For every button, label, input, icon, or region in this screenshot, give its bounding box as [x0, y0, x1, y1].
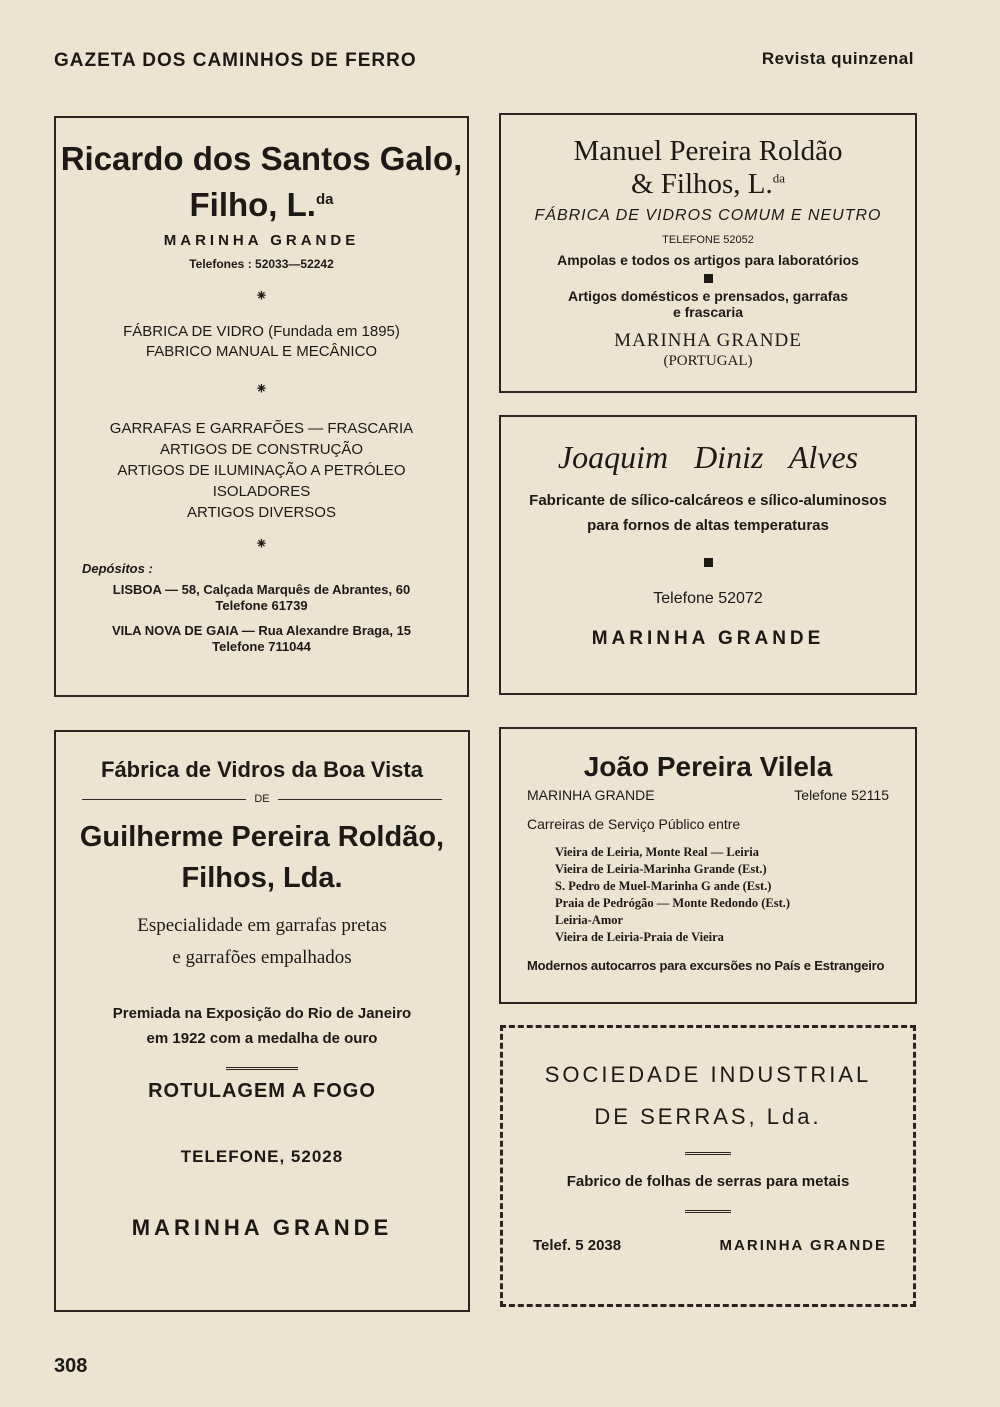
description-line: Fabricante de sílico-calcáreos e sílico-aluminosos — [529, 492, 887, 509]
deposit-address: LISBOA — 58, Calçada Marquês de Abrantes, 60 — [112, 582, 411, 597]
description-line: FÁBRICA DE VIDRO (Fundada em 1895) — [123, 323, 400, 340]
bullet — [501, 274, 915, 284]
star-divider: ⁕ — [254, 288, 269, 305]
location: MARINHA GRANDE — [131, 1215, 393, 1240]
company-name: DE SERRAS, Lda. — [594, 1104, 822, 1129]
phone: TELEFONE 52052 — [662, 234, 754, 246]
double-rule — [56, 1063, 468, 1070]
company-name: Filhos, Lda. — [181, 862, 343, 894]
product-item: ARTIGOS DE CONSTRUÇÃO — [159, 441, 364, 458]
phone: Telef. 5 2038 — [533, 1237, 622, 1254]
country: (PORTUGAL) — [663, 353, 753, 369]
company-suffix: da — [772, 170, 786, 186]
company-name-line2 — [56, 186, 467, 224]
product-line: Fabrico de folhas de serras para metais — [566, 1173, 850, 1190]
company-name: Joaquim Diniz Alves — [557, 439, 859, 475]
phone: TELEFONE, 52028 — [180, 1147, 344, 1166]
product-item: ISOLADORES — [212, 483, 311, 500]
company-name: Ricardo dos Santos Galo, — [60, 140, 463, 177]
company-name-text: & Filhos, L. — [630, 168, 773, 200]
product-item: ARTIGOS DIVERSOS — [187, 504, 336, 521]
company-name: Guilherme Pereira Roldão, — [79, 821, 445, 853]
route-item: Vieira de Leiria-Praia de Vieira — [555, 930, 724, 944]
company-name: SOCIEDADE INDUSTRIAL — [544, 1062, 872, 1087]
route-item: Vieira de Leiria-Marinha Grande (Est.) — [555, 862, 767, 876]
company-name-line2 — [501, 168, 915, 201]
location: MARINHA GRANDE — [719, 1237, 887, 1254]
award-line: Premiada na Exposição do Rio de Janeiro — [112, 1005, 412, 1022]
label-process: ROTULAGEM A FOGO — [148, 1080, 376, 1102]
location: MARINHA GRANDE — [591, 628, 825, 649]
ad-boa-vista — [54, 730, 470, 1312]
phone: Telefone 52072 — [653, 590, 763, 607]
ad-manuel-roldao — [499, 113, 917, 393]
journal-title: GAZETA DOS CAMINHOS DE FERRO — [54, 50, 417, 71]
location: MARINHA GRANDE — [527, 787, 655, 803]
product-list — [56, 418, 467, 523]
ad-sociedade-serras — [500, 1025, 916, 1307]
ad-joao-vilela — [499, 727, 917, 1004]
double-rule — [503, 1148, 913, 1155]
deposit-phone: Telefone 61739 — [215, 598, 308, 613]
star-divider: ⁕ — [254, 381, 269, 398]
routes-intro: Carreiras de Serviço Público entre — [527, 816, 741, 832]
product-line: e frascaria — [672, 304, 744, 320]
company-suffix: da — [315, 191, 334, 208]
factory-title: Fábrica de Vidros da Boa Vista — [101, 757, 423, 782]
product-line: Ampolas e todos os artigos para laboratórios — [557, 252, 859, 268]
description-line: para fornos de altas temperaturas — [587, 517, 829, 534]
double-rule — [503, 1206, 913, 1213]
location: MARINHA GRANDE — [614, 330, 802, 351]
ad-ricardo-galo — [54, 116, 469, 697]
product-item: GARRAFAS E GARRAFÕES — FRASCARIA — [109, 420, 414, 437]
location-phone-row — [527, 787, 889, 803]
bullet — [501, 558, 915, 568]
specialty-line: e garrafões empalhados — [172, 947, 352, 968]
route-item: Praia de Pedrógão — Monte Redondo (Est.) — [555, 896, 791, 910]
deposit-address: VILA NOVA DE GAIA — Rua Alexandre Braga, 15 — [111, 623, 412, 638]
phone-location-row — [533, 1237, 887, 1254]
location: MARINHA GRANDE — [163, 232, 360, 249]
page-number: 308 — [54, 1355, 88, 1377]
phone: Telefone 52115 — [794, 787, 889, 803]
product-line: Artigos domésticos e prensados, garrafas — [567, 288, 849, 304]
company-name: João Pereira Vilela — [583, 751, 833, 782]
factory-type: FÁBRICA DE VIDROS COMUM E NEUTRO — [534, 207, 882, 224]
route-item: S. Pedro de Muel-Marinha G ande (Est.) — [555, 879, 772, 893]
star-divider: ⁕ — [254, 536, 269, 553]
deposits-label: Depósitos : — [82, 561, 153, 576]
de-label: DE — [254, 793, 270, 805]
company-name: Manuel Pereira Roldão — [573, 135, 843, 167]
route-list — [555, 844, 915, 946]
journal-subtitle: Revista quinzenal — [761, 49, 914, 68]
product-item: ARTIGOS DE ILUMINAÇÃO A PETRÓLEO — [117, 462, 406, 479]
excursion-note: Modernos autocarros para excursões no País e Estrangeiro — [527, 958, 885, 973]
deposit-phone: Telefone 711044 — [212, 639, 311, 654]
ad-joaquim-alves — [499, 415, 917, 695]
de-divider — [82, 793, 442, 805]
route-item: Vieira de Leiria, Monte Real — Leiria — [555, 845, 759, 859]
specialty-line: Especialidade em garrafas pretas — [137, 915, 387, 936]
award-line: em 1922 com a medalha de ouro — [146, 1030, 378, 1047]
company-name-text: Filho, L. — [189, 186, 316, 223]
phones: Telefones : 52033—52242 — [189, 257, 334, 271]
route-item: Leiria-Amor — [555, 913, 624, 927]
description-line: FABRICO MANUAL E MECÂNICO — [145, 343, 378, 360]
